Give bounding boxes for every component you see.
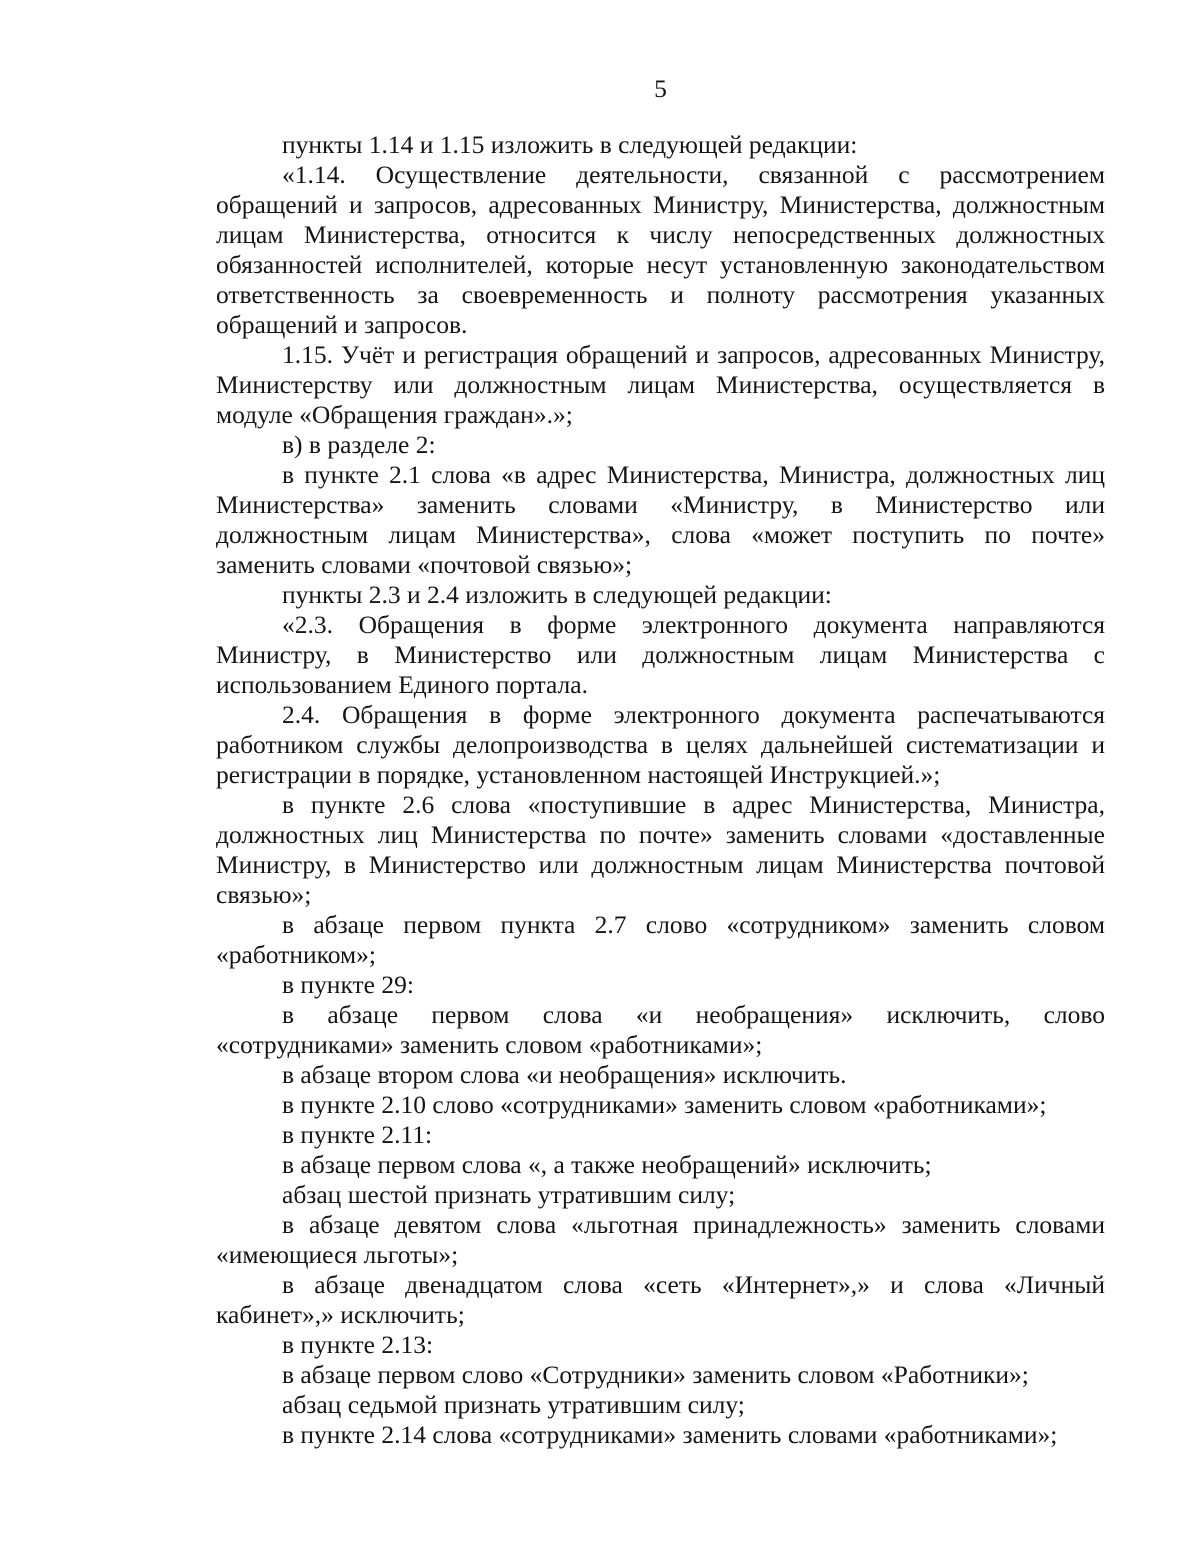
paragraph (216, 1210, 1105, 1270)
text-line: Министру, в Министерство или должностным лицам Министерства почтовой (216, 850, 1105, 879)
text-line: обращений и запросов. (216, 310, 468, 339)
text-line: абзац шестой признать утратившим силу; (282, 1180, 736, 1209)
text-line: 2.4. Обращения в форме электронного документа распечатываются (282, 700, 1105, 729)
text-line: модуле «Обращения граждан».»; (216, 400, 573, 429)
text-line: «сотрудниками» заменить словом «работниками»; (216, 1030, 763, 1059)
text-line: в пункте 2.14 слова «сотрудниками» заменить словами «работниками»; (282, 1420, 1058, 1449)
text-line: в абзаце двенадцатом слова «сеть «Интернет»,» и слова «Личный (282, 1270, 1105, 1299)
text-line: «работником»; (216, 940, 376, 969)
text-line: в пункте 29: (282, 970, 414, 999)
text-line: в пункте 2.6 слова «поступившие в адрес Министерства, Министра, (282, 790, 1105, 819)
paragraph (216, 340, 1105, 430)
text-line: в абзаце первом слова «и необращения» исключить, слово (282, 1000, 1105, 1029)
paragraph (216, 910, 1105, 970)
text-line: пункты 1.14 и 1.15 изложить в следующей редакции: (282, 130, 858, 159)
text-line: в абзаце втором слова «и необращения» исключить. (282, 1060, 847, 1089)
paragraph (216, 1390, 1105, 1420)
text-line: в) в разделе 2: (282, 430, 436, 459)
paragraph (216, 1180, 1105, 1210)
text-line: обращений и запросов, адресованных Министру, Министерства, должностным (216, 190, 1105, 219)
paragraph (216, 1120, 1105, 1150)
paragraph (216, 430, 1105, 460)
paragraph (216, 970, 1105, 1000)
paragraph (216, 1420, 1105, 1450)
paragraph (216, 1000, 1105, 1060)
text-line: в пункте 2.13: (282, 1330, 434, 1359)
text-line: «2.3. Обращения в форме электронного документа направляются (282, 610, 1105, 639)
paragraph (216, 1270, 1105, 1330)
page-number: 5 (654, 74, 667, 103)
paragraph (216, 1060, 1105, 1090)
text-line: связью»; (216, 880, 312, 909)
text-line: должностным лицам Министерства», слова «может поступить по почте» (216, 520, 1105, 549)
text-line: заменить словами «почтовой связью»; (216, 550, 633, 579)
paragraph (216, 580, 1105, 610)
paragraph (216, 1330, 1105, 1360)
text-line: обязанностей исполнителей, которые несут установленную законодательством (216, 250, 1105, 279)
text-line: должностных лиц Министерства по почте» заменить словами «доставленные (216, 820, 1105, 849)
text-line: абзац седьмой признать утратившим силу; (282, 1390, 745, 1419)
document-body (216, 130, 1105, 1450)
paragraph (216, 1150, 1105, 1180)
text-line: работником службы делопроизводства в целях дальнейшей систематизации и (216, 730, 1105, 759)
text-line: Министерства» заменить словами «Министру, в Министерство или (216, 490, 1105, 519)
paragraph (216, 790, 1105, 910)
text-line: пункты 2.3 и 2.4 изложить в следующей редакции: (282, 580, 832, 609)
text-line: в абзаце первом пункта 2.7 слово «сотрудником» заменить словом (282, 910, 1105, 939)
text-line: в абзаце первом слова «, а также необращений» исключить; (282, 1150, 932, 1179)
text-line: использованием Единого портала. (216, 670, 588, 699)
text-line: «имеющиеся льготы»; (216, 1240, 459, 1269)
text-line: в абзаце девятом слова «льготная принадлежность» заменить словами (282, 1210, 1105, 1239)
paragraph (216, 130, 1105, 160)
paragraph (216, 1090, 1105, 1120)
text-line: ответственность за своевременность и полноту рассмотрения указанных (216, 280, 1105, 309)
paragraph (216, 460, 1105, 580)
text-line: в пункте 2.11: (282, 1120, 433, 1149)
text-line: кабинет»,» исключить; (216, 1300, 465, 1329)
text-line: в пункте 2.10 слово «сотрудниками» заменить словом «работниками»; (282, 1090, 1047, 1119)
text-line: Министру, в Министерство или должностным лицам Министерства с (216, 640, 1105, 669)
paragraph (216, 700, 1105, 790)
text-line: 1.15. Учёт и регистрация обращений и запросов, адресованных Министру, (282, 340, 1105, 369)
text-line: в пункте 2.1 слова «в адрес Министерства, Министра, должностных лиц (282, 460, 1105, 489)
text-line: лицам Министерства, относится к числу непосредственных должностных (216, 220, 1105, 249)
text-line: «1.14. Осуществление деятельности, связанной с рассмотрением (282, 160, 1105, 189)
paragraph (216, 610, 1105, 700)
paragraph (216, 1360, 1105, 1390)
paragraph (216, 160, 1105, 340)
text-line: Министерству или должностным лицам Министерства, осуществляется в (216, 370, 1105, 399)
text-line: в абзаце первом слово «Сотрудники» заменить словом «Работники»; (282, 1360, 1029, 1389)
text-line: регистрации в порядке, установленном настоящей Инструкцией.»; (216, 760, 941, 789)
